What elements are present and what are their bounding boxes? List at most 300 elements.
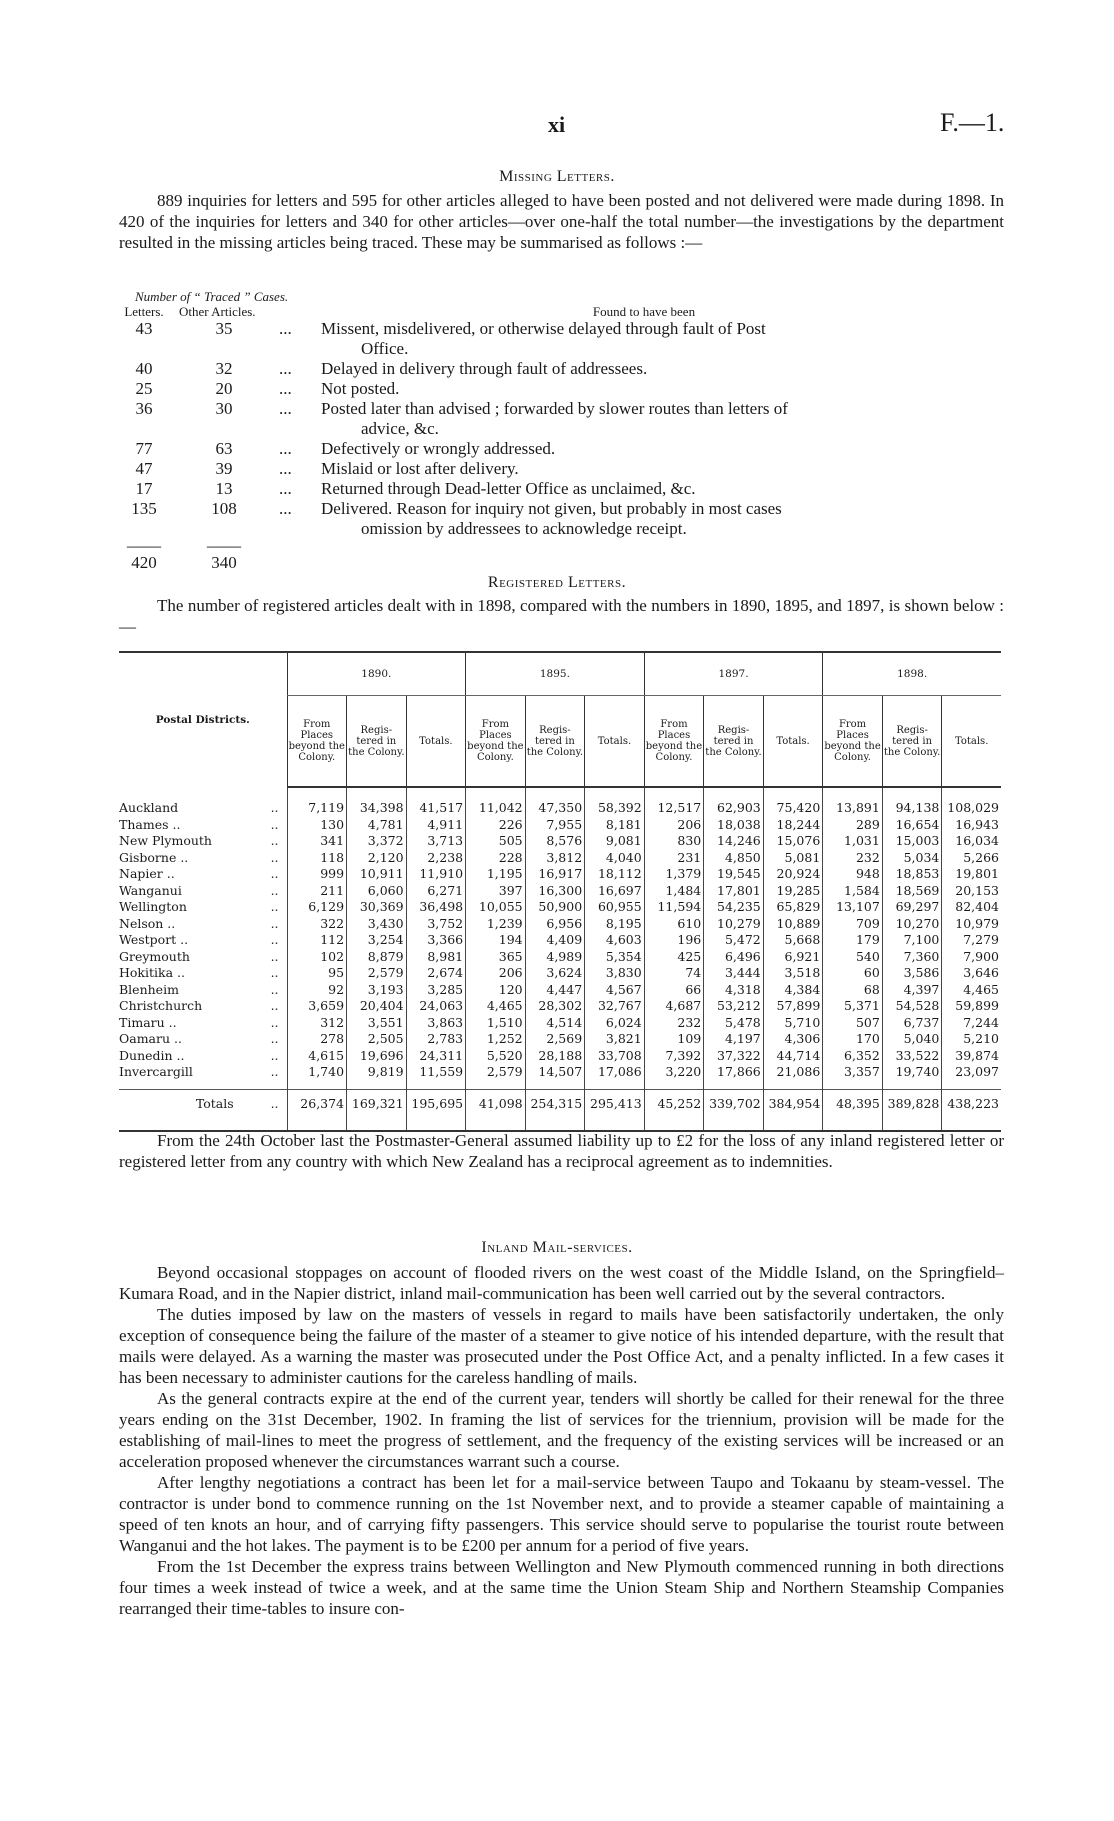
table-row — [119, 949, 1001, 966]
letters-count: 17 — [135, 479, 153, 498]
cell-value: 4,687 — [644, 998, 704, 1015]
reason-text: Mislaid or lost after delivery. — [321, 459, 519, 478]
cell-value: 19,740 — [882, 1064, 942, 1089]
district-name: Christchurch .. — [119, 998, 279, 1013]
year-1890: 1890. — [287, 652, 466, 696]
cell-value: 1,484 — [644, 883, 704, 900]
cell-value: 6,956 — [525, 916, 585, 933]
cell-value: 8,181 — [585, 817, 645, 834]
cell-value: 18,853 — [882, 866, 942, 883]
cell-value: 3,624 — [525, 965, 585, 982]
cell-value: 18,244 — [763, 817, 823, 834]
cell-value: 11,559 — [406, 1064, 466, 1089]
cell-value: 10,055 — [466, 899, 526, 916]
cell-value: 11,042 — [466, 787, 526, 817]
inland-paragraph-1: Beyond occasional stoppages on account of flooded rivers on the west coast of the Middle Island, on the Springfield–Kumara Road, and in the Napier district, inland mail-communication has been well carried out by the several contractors. — [119, 1263, 1004, 1303]
traced-header-row — [119, 305, 1009, 319]
table-row — [119, 998, 1001, 1015]
cell-value: 2,238 — [406, 850, 466, 867]
cell-value: 14,246 — [704, 833, 764, 850]
cell-value: 82,404 — [942, 899, 1001, 916]
table-row — [119, 817, 1001, 834]
letters-count: 36 — [135, 399, 153, 418]
reason-continued: Office. — [361, 339, 409, 358]
cell-value: 3,372 — [347, 833, 407, 850]
cell-value: 341 — [287, 833, 347, 850]
cell-value: 4,040 — [585, 850, 645, 867]
cell-value: 7,100 — [882, 932, 942, 949]
cell-value: 2,120 — [347, 850, 407, 867]
cell-value: 37,322 — [704, 1048, 764, 1065]
cell-value: 4,318 — [704, 982, 764, 999]
cell-value: 41,517 — [406, 787, 466, 817]
cell-value: 68 — [823, 982, 883, 999]
cell-value: 232 — [823, 850, 883, 867]
year-1895: 1895. — [466, 652, 645, 696]
cell-value: 9,819 — [347, 1064, 407, 1089]
cell-value: 507 — [823, 1015, 883, 1032]
col-totals: Totals. — [406, 696, 466, 788]
cell-value: 20,404 — [347, 998, 407, 1015]
cell-value: 10,979 — [942, 916, 1001, 933]
cell-value: 1,195 — [466, 866, 526, 883]
cell-value: 30,369 — [347, 899, 407, 916]
total-other: 340 — [211, 553, 237, 572]
cell-value: 24,311 — [406, 1048, 466, 1065]
col-totals: Totals. — [585, 696, 645, 788]
cell-value: 4,447 — [525, 982, 585, 999]
cell-value: 21,086 — [763, 1064, 823, 1089]
intro-paragraph: 889 inquiries for letters and 595 for other articles alleged to have been posted and not delivered were made during 1898. In 420 of the inquiries for letters and 340 for other articles—over one-half the total number—the investigations by the department resulted in the missing articles being traced. These may be summarised as follows :— — [119, 191, 1004, 252]
cell-value: 2,505 — [347, 1031, 407, 1048]
cell-value: 3,659 — [287, 998, 347, 1015]
cell-value: 3,430 — [347, 916, 407, 933]
inland-mail-heading: Inland Mail-services. — [481, 1239, 633, 1256]
total-value: 384,954 — [763, 1089, 823, 1131]
cell-value: 5,266 — [942, 850, 1001, 867]
cell-value: 60 — [823, 965, 883, 982]
cell-value: 18,038 — [704, 817, 764, 834]
cell-value: 13,891 — [823, 787, 883, 817]
reason — [321, 439, 1009, 459]
cell-value: 6,921 — [763, 949, 823, 966]
cell-value: 4,465 — [466, 998, 526, 1015]
cell-value: 33,522 — [882, 1048, 942, 1065]
reason-text: Not posted. — [321, 379, 400, 398]
inland-paragraph-4: After lengthy negotiations a contract has been let for a mail-service between Taupo and Tokaanu by steam-vessel. The contractor is under bond to commence running on the 1st November next, and to provide a steamer capable of maintaining a speed of ten knots an hour, and of carrying fifty passengers. This service should serve to popularise the tourist route between Wanganui and the hot lakes. The payment is to be £200 per annum for a period of five years. — [119, 1473, 1004, 1555]
col-registered-in-colony: Regis- tered in the Colony. — [525, 696, 585, 788]
cell-value: 1,740 — [287, 1064, 347, 1089]
letters-count: 43 — [135, 319, 153, 338]
cell-value: 20,153 — [942, 883, 1001, 900]
cell-value: 5,472 — [704, 932, 764, 949]
leader-dots: ... — [279, 479, 292, 498]
cell-value: 3,444 — [704, 965, 764, 982]
cell-value: 18,569 — [882, 883, 942, 900]
rule: —— — [207, 536, 241, 555]
reason-text: Missent, misdelivered, or otherwise delayed through fault of Post — [321, 319, 766, 338]
cell-value: 365 — [466, 949, 526, 966]
totals-row — [119, 1089, 1001, 1131]
cell-value: 1,252 — [466, 1031, 526, 1048]
table-row — [119, 866, 1001, 883]
col-registered-in-colony: Regis- tered in the Colony. — [347, 696, 407, 788]
cell-value: 322 — [287, 916, 347, 933]
cell-value: 4,615 — [287, 1048, 347, 1065]
cell-value: 58,392 — [585, 787, 645, 817]
cell-value: 53,212 — [704, 998, 764, 1015]
cell-value: 8,981 — [406, 949, 466, 966]
letters-count: 135 — [131, 499, 157, 518]
cell-value: 4,465 — [942, 982, 1001, 999]
total-value: 195,695 — [406, 1089, 466, 1131]
other-count: 63 — [215, 439, 233, 458]
cell-value: 112 — [287, 932, 347, 949]
cell-value: 19,696 — [347, 1048, 407, 1065]
cell-value: 6,060 — [347, 883, 407, 900]
cell-value: 226 — [466, 817, 526, 834]
table-row — [119, 982, 1001, 999]
total-value: 339,702 — [704, 1089, 764, 1131]
district-name: Greymouth .. — [119, 948, 279, 964]
cell-value: 5,520 — [466, 1048, 526, 1065]
cell-value: 7,119 — [287, 787, 347, 817]
cell-value: 65,829 — [763, 899, 823, 916]
district-name: Dunedin .. .. — [119, 1047, 279, 1063]
cell-value: 54,528 — [882, 998, 942, 1015]
table-row — [119, 850, 1001, 867]
reason — [321, 459, 1009, 479]
leader-dots: ... — [279, 459, 292, 478]
cell-value: 3,713 — [406, 833, 466, 850]
cell-value: 10,889 — [763, 916, 823, 933]
col-registered-in-colony: Regis- tered in the Colony. — [704, 696, 764, 788]
cell-value: 10,270 — [882, 916, 942, 933]
registered-letters-intro — [119, 595, 1004, 637]
other-count: 13 — [215, 479, 233, 498]
district-name: Gisborne .. .. — [119, 849, 279, 865]
cell-value: 10,279 — [704, 916, 764, 933]
cell-value: 18,112 — [585, 866, 645, 883]
col-postal-districts: Postal Districts. — [119, 652, 287, 787]
cell-value: 7,900 — [942, 949, 1001, 966]
cell-value: 3,586 — [882, 965, 942, 982]
cell-value: 108,029 — [942, 787, 1001, 817]
cell-value: 95 — [287, 965, 347, 982]
cell-value: 16,654 — [882, 817, 942, 834]
traced-row — [119, 479, 1009, 499]
col-letters: Letters. — [124, 304, 164, 319]
cell-value: 7,360 — [882, 949, 942, 966]
leader-dots: ... — [279, 439, 292, 458]
cell-value: 16,034 — [942, 833, 1001, 850]
cell-value: 194 — [466, 932, 526, 949]
cell-value: 13,107 — [823, 899, 883, 916]
cell-value: 5,040 — [882, 1031, 942, 1048]
traced-cases-table — [119, 289, 1009, 573]
leader-dots: ... — [279, 359, 292, 378]
table-row — [119, 833, 1001, 850]
col-found: Found to have been — [592, 304, 696, 319]
cell-value: 3,357 — [823, 1064, 883, 1089]
cell-value: 11,594 — [644, 899, 704, 916]
cell-value: 505 — [466, 833, 526, 850]
cell-value: 3,193 — [347, 982, 407, 999]
other-count: 39 — [215, 459, 233, 478]
document-reference: F.—1. — [940, 108, 1005, 137]
cell-value: 6,737 — [882, 1015, 942, 1032]
cell-value: 33,708 — [585, 1048, 645, 1065]
cell-value: 120 — [466, 982, 526, 999]
cell-value: 6,352 — [823, 1048, 883, 1065]
cell-value: 709 — [823, 916, 883, 933]
other-count: 35 — [215, 319, 233, 338]
table-row — [119, 932, 1001, 949]
total-value: 169,321 — [347, 1089, 407, 1131]
cell-value: 24,063 — [406, 998, 466, 1015]
cell-value: 109 — [644, 1031, 704, 1048]
cell-value: 60,955 — [585, 899, 645, 916]
cell-value: 15,003 — [882, 833, 942, 850]
district-name: Oamaru .. .. — [119, 1031, 279, 1046]
cell-value: 278 — [287, 1031, 347, 1048]
traced-row — [119, 459, 1009, 479]
inland-mail-body — [119, 1262, 1004, 1619]
district-name: Invercargill .. — [119, 1064, 279, 1079]
total-value: 438,223 — [942, 1089, 1001, 1131]
cell-value: 17,801 — [704, 883, 764, 900]
cell-value: 5,478 — [704, 1015, 764, 1032]
reason — [321, 379, 1009, 399]
cell-value: 8,576 — [525, 833, 585, 850]
cell-value: 7,392 — [644, 1048, 704, 1065]
traced-total-row — [119, 553, 1009, 573]
traced-caption: Number of “ Traced ” Cases. — [135, 289, 289, 304]
col-from-beyond: From Places beyond the Colony. — [644, 696, 704, 788]
cell-value: 3,646 — [942, 965, 1001, 982]
cell-value: 3,254 — [347, 932, 407, 949]
cell-value: 4,514 — [525, 1015, 585, 1032]
reason-text: Delayed in delivery through fault of addressees. — [321, 359, 648, 378]
cell-value: 425 — [644, 949, 704, 966]
cell-value: 36,498 — [406, 899, 466, 916]
district-name: Blenheim .. — [119, 981, 279, 997]
total-value: 41,098 — [466, 1089, 526, 1131]
traced-rule-row — [119, 536, 1009, 555]
cell-value: 50,900 — [525, 899, 585, 916]
cell-value: 94,138 — [882, 787, 942, 817]
cell-value: 74 — [644, 965, 704, 982]
table-row — [119, 1064, 1001, 1089]
total-value: 45,252 — [644, 1089, 704, 1131]
cell-value: 118 — [287, 850, 347, 867]
col-from-beyond: From Places beyond the Colony. — [287, 696, 347, 788]
cell-value: 75,420 — [763, 787, 823, 817]
district-name: Westport .. .. — [119, 932, 279, 947]
cell-value: 14,507 — [525, 1064, 585, 1089]
cell-value: 3,518 — [763, 965, 823, 982]
cell-value: 948 — [823, 866, 883, 883]
cell-value: 23,097 — [942, 1064, 1001, 1089]
cell-value: 12,517 — [644, 787, 704, 817]
cell-value: 3,821 — [585, 1031, 645, 1048]
traced-row — [119, 319, 1009, 359]
cell-value: 5,668 — [763, 932, 823, 949]
letters-count: 77 — [135, 439, 153, 458]
cell-value: 5,081 — [763, 850, 823, 867]
cell-value: 4,409 — [525, 932, 585, 949]
cell-value: 20,924 — [763, 866, 823, 883]
cell-value: 228 — [466, 850, 526, 867]
cell-value: 231 — [644, 850, 704, 867]
cell-value: 59,899 — [942, 998, 1001, 1015]
col-totals: Totals. — [942, 696, 1001, 788]
cell-value: 4,989 — [525, 949, 585, 966]
registered-letters-table — [119, 651, 1001, 1132]
cell-value: 1,379 — [644, 866, 704, 883]
cell-value: 206 — [466, 965, 526, 982]
year-header-row — [119, 652, 1001, 696]
cell-value: 32,767 — [585, 998, 645, 1015]
cell-value: 4,567 — [585, 982, 645, 999]
leader-dots: ... — [279, 319, 292, 338]
district-name: Timaru .. .. — [119, 1014, 279, 1030]
cell-value: 7,279 — [942, 932, 1001, 949]
table-row — [119, 965, 1001, 982]
table-row — [119, 1048, 1001, 1065]
other-count: 32 — [215, 359, 233, 378]
cell-value: 5,210 — [942, 1031, 1001, 1048]
reason-text: Posted later than advised ; forwarded by slower routes than letters of — [321, 399, 788, 418]
traced-row — [119, 379, 1009, 399]
total-value: 26,374 — [287, 1089, 347, 1131]
district-name: Auckland .. — [119, 799, 279, 815]
cell-value: 130 — [287, 817, 347, 834]
inland-paragraph-3: As the general contracts expire at the end of the current year, tenders will shortly be called for their renewal for the three years ending on the 31st December, 1902. In framing the list of services for the triennium, provision will be made for the establishing of mail-lines to meet the progress of settlement, and the frequency of the existing services will be increased or an acceleration proposed whenever the circumstances warrant such a course. — [119, 1389, 1004, 1471]
cell-value: 57,899 — [763, 998, 823, 1015]
cell-value: 5,371 — [823, 998, 883, 1015]
total-value: 295,413 — [585, 1089, 645, 1131]
cell-value: 7,955 — [525, 817, 585, 834]
cell-value: 999 — [287, 866, 347, 883]
cell-value: 3,551 — [347, 1015, 407, 1032]
cell-value: 7,244 — [942, 1015, 1001, 1032]
cell-value: 10,911 — [347, 866, 407, 883]
cell-value: 39,874 — [942, 1048, 1001, 1065]
reason-continued: omission by addressees to acknowledge receipt. — [361, 519, 687, 538]
letters-count: 25 — [135, 379, 153, 398]
district-name: Thames .. .. — [119, 816, 279, 832]
page-number: xi — [548, 112, 566, 137]
other-count: 20 — [215, 379, 233, 398]
cell-value: 2,783 — [406, 1031, 466, 1048]
col-from-beyond: From Places beyond the Colony. — [466, 696, 526, 788]
cell-value: 3,366 — [406, 932, 466, 949]
traced-row — [119, 499, 1009, 539]
cell-value: 196 — [644, 932, 704, 949]
district-name: Wellington .. — [119, 899, 279, 914]
col-totals: Totals. — [763, 696, 823, 788]
district-name: Napier .. .. — [119, 866, 279, 881]
cell-value: 19,545 — [704, 866, 764, 883]
cell-value: 289 — [823, 817, 883, 834]
cell-value: 3,812 — [525, 850, 585, 867]
cell-value: 62,903 — [704, 787, 764, 817]
table-row — [119, 1031, 1001, 1048]
district-name: Wanganui .. — [119, 882, 279, 898]
cell-value: 540 — [823, 949, 883, 966]
cell-value: 6,129 — [287, 899, 347, 916]
traced-row — [119, 439, 1009, 459]
cell-value: 4,197 — [704, 1031, 764, 1048]
total-value: 48,395 — [823, 1089, 883, 1131]
letters-count: 40 — [135, 359, 153, 378]
totals-label: Totals .. — [119, 1089, 287, 1131]
cell-value: 5,354 — [585, 949, 645, 966]
cell-value: 6,271 — [406, 883, 466, 900]
cell-value: 1,031 — [823, 833, 883, 850]
liability-paragraph — [119, 1130, 1004, 1172]
total-value: 254,315 — [525, 1089, 585, 1131]
cell-value: 2,579 — [347, 965, 407, 982]
cell-value: 206 — [644, 817, 704, 834]
cell-value: 830 — [644, 833, 704, 850]
cell-value: 1,239 — [466, 916, 526, 933]
table-row — [119, 916, 1001, 933]
cell-value: 34,398 — [347, 787, 407, 817]
cell-value: 2,569 — [525, 1031, 585, 1048]
inland-paragraph-2: The duties imposed by law on the masters of vessels in regard to mails have been satisfactorily undertaken, the only exception of consequence being the failure of the master of a steamer to give notice of his intended departure, with the result that mails were delayed. As a warning the master was prosecuted under the Post Office Act, and a penalty inflicted. In a few cases it has been necessary to administer cautions for the careless handling of mails. — [119, 1305, 1004, 1387]
cell-value: 15,076 — [763, 833, 823, 850]
cell-value: 28,188 — [525, 1048, 585, 1065]
cell-value: 2,579 — [466, 1064, 526, 1089]
district-name: Nelson .. .. — [119, 915, 279, 931]
cell-value: 16,917 — [525, 866, 585, 883]
cell-value: 4,306 — [763, 1031, 823, 1048]
cell-value: 16,300 — [525, 883, 585, 900]
rule: —— — [127, 536, 161, 555]
reason-text: Returned through Dead-letter Office as unclaimed, &c. — [321, 479, 696, 498]
cell-value: 102 — [287, 949, 347, 966]
total-value: 389,828 — [882, 1089, 942, 1131]
leader-dots: ... — [279, 399, 292, 418]
table-row — [119, 1015, 1001, 1032]
reason — [321, 479, 1009, 499]
cell-value: 54,235 — [704, 899, 764, 916]
cell-value: 28,302 — [525, 998, 585, 1015]
cell-value: 312 — [287, 1015, 347, 1032]
reason — [321, 399, 1009, 439]
other-count: 108 — [211, 499, 237, 518]
traced-row — [119, 399, 1009, 439]
cell-value: 19,801 — [942, 866, 1001, 883]
liability-text: From the 24th October last the Postmaster-General assumed liability up to £2 for the loss of any inland registered letter or registered letter from any country with which New Zealand has a reciprocal agreement as to indemnities. — [119, 1131, 1004, 1171]
reason-text: Delivered. Reason for inquiry not given, but probably in most cases — [321, 499, 782, 518]
cell-value: 211 — [287, 883, 347, 900]
cell-value: 47,350 — [525, 787, 585, 817]
cell-value: 92 — [287, 982, 347, 999]
district-name: Hokitika .. .. — [119, 965, 279, 980]
reason-continued: advice, &c. — [361, 419, 439, 438]
cell-value: 5,710 — [763, 1015, 823, 1032]
year-1897: 1897. — [644, 652, 823, 696]
missing-letters-intro — [119, 190, 1004, 253]
cell-value: 4,850 — [704, 850, 764, 867]
table-row — [119, 787, 1001, 817]
cell-value: 4,384 — [763, 982, 823, 999]
cell-value: 610 — [644, 916, 704, 933]
total-letters: 420 — [131, 553, 157, 572]
